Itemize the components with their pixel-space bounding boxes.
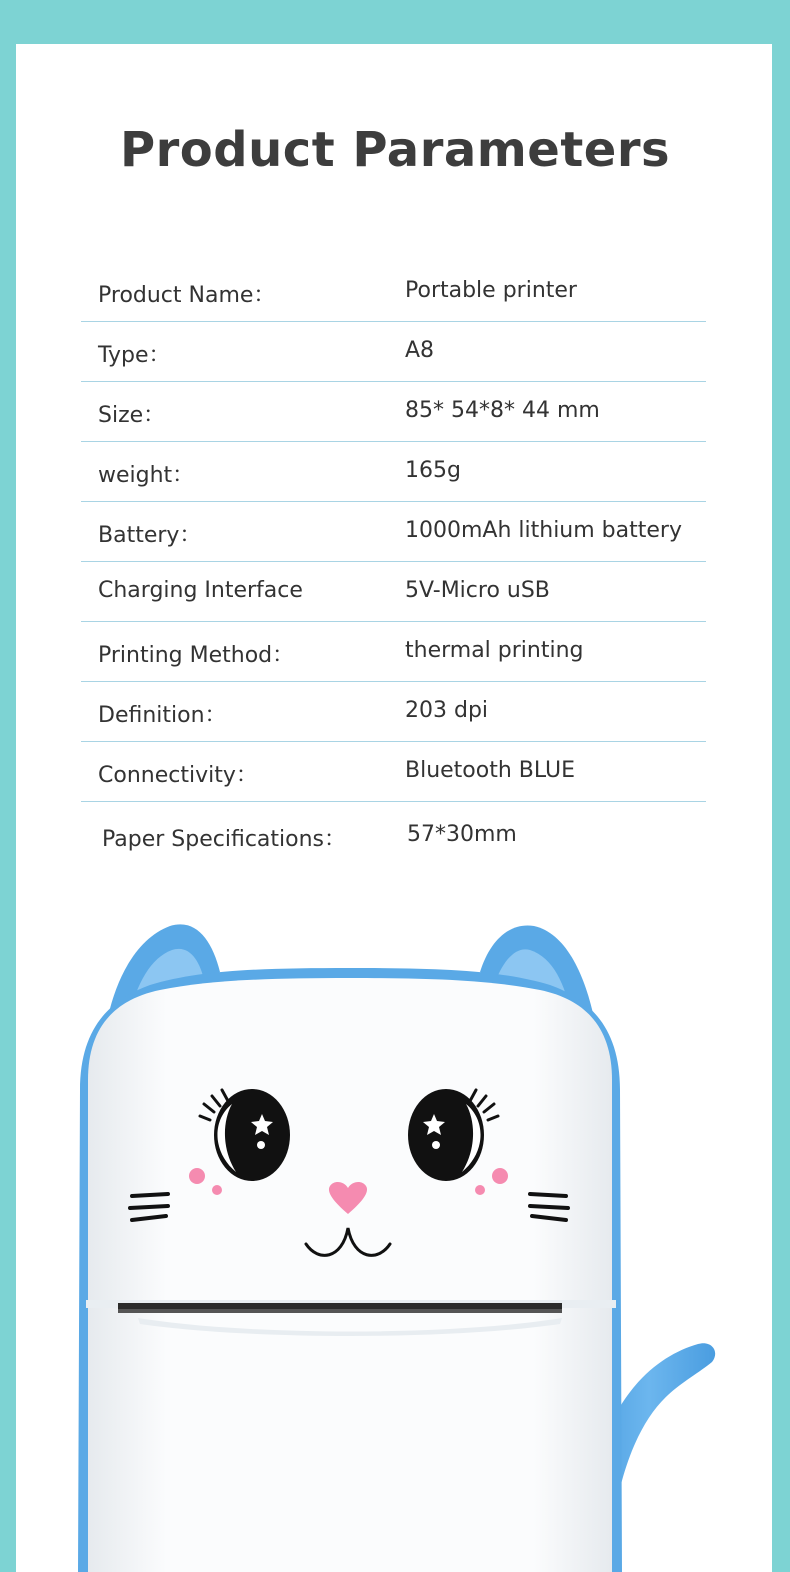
param-label: Paper Specifications： [102, 827, 347, 852]
param-label: Printing Method： [98, 643, 295, 668]
param-label: Definition： [98, 703, 227, 728]
param-row [81, 502, 706, 562]
param-row [81, 802, 706, 861]
param-label: Size： [98, 403, 166, 428]
printer-illustration [0, 900, 790, 1572]
param-label: Connectivity： [98, 763, 258, 788]
param-value: 85* 54*8* 44 mm [405, 398, 600, 423]
param-value: thermal printing [405, 638, 584, 663]
param-row [81, 622, 706, 682]
param-label: Product Name： [98, 283, 276, 308]
param-label: Charging Interface [98, 578, 303, 603]
param-label: weight： [98, 463, 195, 488]
param-value: 1000mAh lithium battery [405, 518, 682, 543]
param-row [81, 442, 706, 502]
param-row [81, 562, 706, 622]
param-label: Type： [98, 343, 171, 368]
param-label: Battery： [98, 523, 202, 548]
param-row [81, 382, 706, 442]
param-value: 203 dpi [405, 698, 489, 723]
param-row [81, 682, 706, 742]
param-value: 5V-Micro uSB [405, 578, 550, 603]
param-row [81, 262, 706, 322]
parameters-table [81, 262, 706, 861]
param-row [81, 322, 706, 382]
paper-slot [118, 1303, 562, 1309]
param-value: Bluetooth BLUE [405, 758, 576, 783]
page-title: Product Parameters [119, 122, 671, 178]
param-value: 165g [405, 458, 461, 483]
param-value: Portable printer [405, 278, 577, 303]
param-value: 57*30mm [407, 822, 517, 847]
param-row [81, 742, 706, 802]
param-value: A8 [405, 338, 435, 363]
